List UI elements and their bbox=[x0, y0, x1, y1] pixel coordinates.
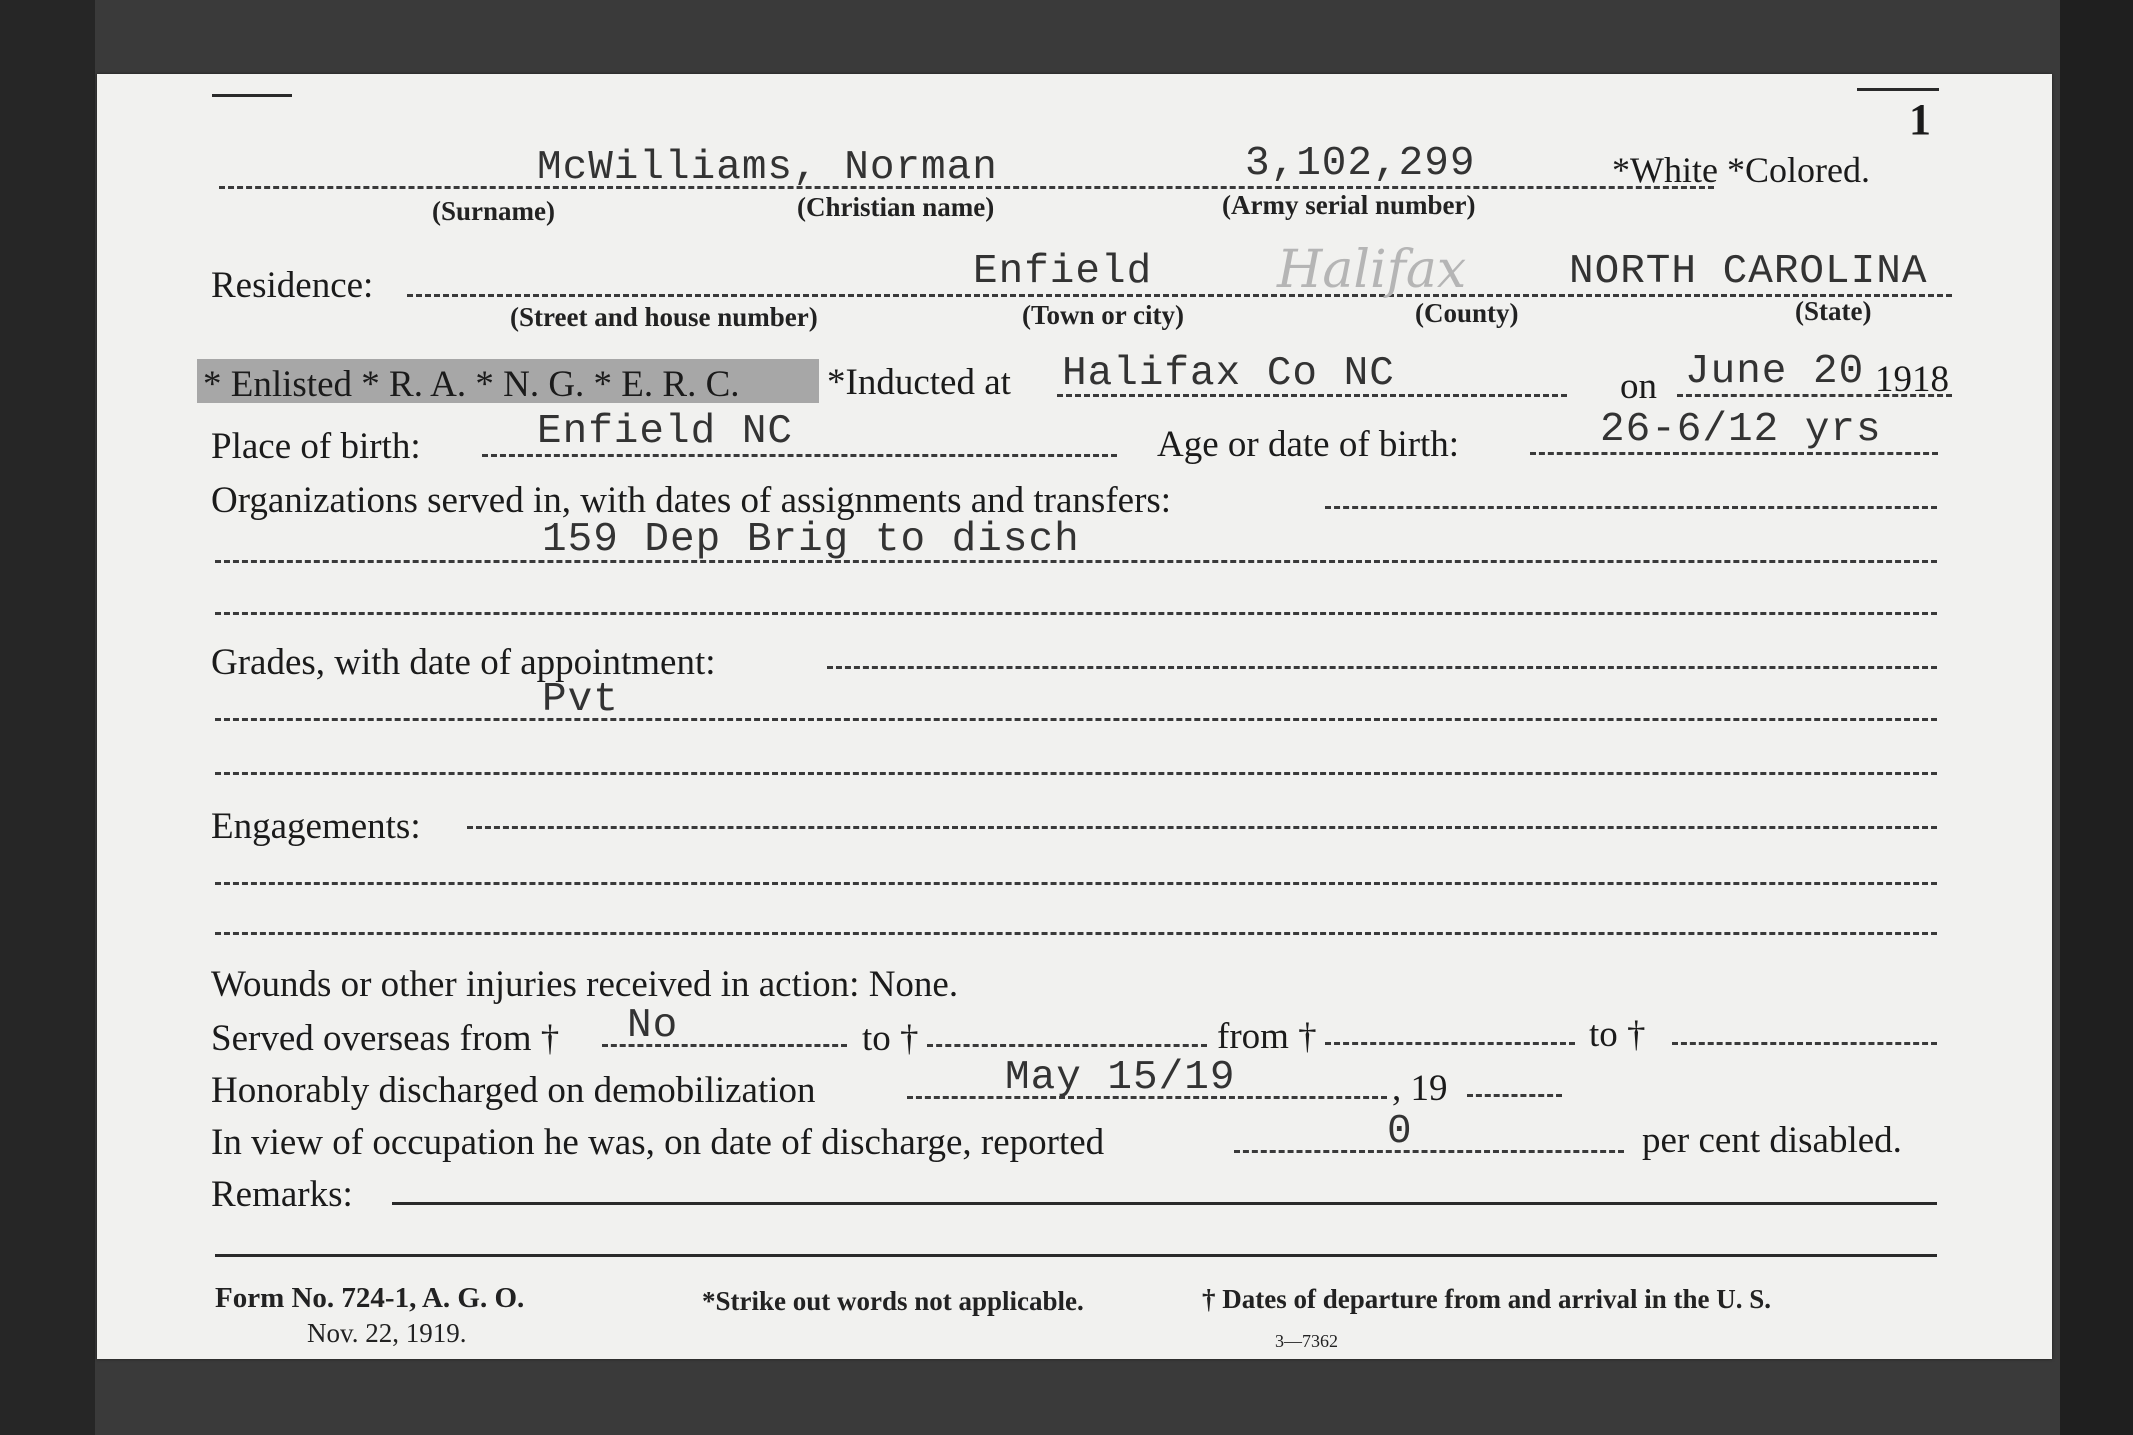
age-value: 26-6/12 yrs bbox=[1600, 407, 1882, 453]
card-number: 1 bbox=[1909, 95, 1931, 144]
residence-county-handwritten: Halifax bbox=[1277, 240, 1467, 300]
label-county: (County) bbox=[1415, 298, 1519, 328]
service-record-card bbox=[97, 74, 2052, 1359]
inducted-label: *Inducted at bbox=[827, 362, 1011, 403]
organizations-line-3 bbox=[215, 612, 1937, 615]
discharge-year-prefix: , 19 bbox=[1392, 1068, 1448, 1109]
typed-serial-number: 3,102,299 bbox=[1245, 141, 1476, 187]
disability-label: In view of occupation he was, on date of discharge, reported bbox=[211, 1122, 1105, 1163]
disability-suffix: per cent disabled. bbox=[1642, 1120, 1902, 1161]
overseas-from: from † bbox=[1217, 1016, 1317, 1057]
grades-line-3 bbox=[215, 772, 1937, 775]
form-date: Nov. 22, 1919. bbox=[307, 1318, 467, 1348]
induction-date: June 20 bbox=[1685, 349, 1865, 395]
overseas-to-1: to † bbox=[862, 1018, 919, 1059]
top-right-rule bbox=[1857, 88, 1939, 91]
organizations-label: Organizations served in, with dates of assignments and transfers: bbox=[211, 480, 1172, 521]
on-label: on bbox=[1620, 366, 1657, 407]
grades-entry: Pvt bbox=[542, 677, 619, 723]
scan-background-right bbox=[2060, 0, 2133, 1435]
place-of-birth: Enfield NC bbox=[537, 409, 794, 455]
enlistment-options: * Enlisted * R. A. * N. G. * E. R. C. bbox=[203, 364, 740, 405]
top-left-rule bbox=[212, 94, 292, 97]
label-christian-name: (Christian name) bbox=[797, 192, 995, 222]
organizations-entry: 159 Dep Brig to disch bbox=[542, 517, 1080, 563]
overseas-value: No bbox=[627, 1003, 679, 1049]
label-street: (Street and house number) bbox=[510, 302, 818, 332]
label-state: (State) bbox=[1795, 296, 1872, 326]
remarks-line-1 bbox=[392, 1202, 1937, 1205]
label-surname: (Surname) bbox=[432, 196, 555, 226]
residence-label: Residence: bbox=[211, 265, 374, 306]
form-number: Form No. 724-1, A. G. O. bbox=[215, 1282, 525, 1314]
remarks-label: Remarks: bbox=[211, 1174, 353, 1215]
residence-town: Enfield bbox=[973, 249, 1153, 295]
wounds-text: Wounds or other injuries received in action: None. bbox=[211, 964, 959, 1005]
grades-line-1 bbox=[827, 666, 1937, 669]
inducted-place: Halifax Co NC bbox=[1062, 351, 1395, 397]
age-label: Age or date of birth: bbox=[1157, 424, 1460, 465]
induction-year: 1918 bbox=[1875, 359, 1949, 400]
overseas-line-3 bbox=[1325, 1042, 1575, 1045]
engagements-line-3 bbox=[215, 932, 1937, 935]
discharge-date: May 15/19 bbox=[1005, 1055, 1236, 1101]
overseas-line-4 bbox=[1672, 1042, 1937, 1045]
grades-label: Grades, with date of appointment: bbox=[211, 642, 716, 683]
overseas-line-2 bbox=[927, 1044, 1207, 1047]
organizations-line-1 bbox=[1325, 506, 1937, 509]
label-town: (Town or city) bbox=[1022, 300, 1184, 330]
engagements-line-2 bbox=[215, 882, 1937, 885]
label-army-serial: (Army serial number) bbox=[1222, 190, 1476, 220]
discharge-label: Honorably discharged on demobilization bbox=[211, 1070, 816, 1111]
place-of-birth-label: Place of birth: bbox=[211, 426, 421, 467]
discharge-year-line bbox=[1467, 1094, 1562, 1097]
typed-name: McWilliams, Norman bbox=[537, 145, 998, 191]
engagements-label: Engagements: bbox=[211, 806, 421, 847]
disability-value: 0 bbox=[1387, 1109, 1413, 1155]
footnote-dates: † Dates of departure from and arrival in the U. S. bbox=[1202, 1284, 1771, 1314]
race-options: *White *Colored. bbox=[1612, 150, 1870, 190]
footnote-strike-out: *Strike out words not applicable. bbox=[702, 1286, 1084, 1316]
scan-background-left bbox=[0, 0, 95, 1435]
remarks-line-2 bbox=[215, 1254, 1937, 1257]
engagements-line-1 bbox=[467, 826, 1937, 829]
grades-line-2 bbox=[215, 718, 1937, 721]
overseas-to-2: to † bbox=[1589, 1014, 1646, 1055]
overseas-label: Served overseas from † bbox=[211, 1018, 560, 1059]
residence-state: NORTH CAROLINA bbox=[1569, 249, 1928, 295]
print-code: 3—7362 bbox=[1275, 1331, 1338, 1351]
disability-line bbox=[1234, 1150, 1624, 1153]
